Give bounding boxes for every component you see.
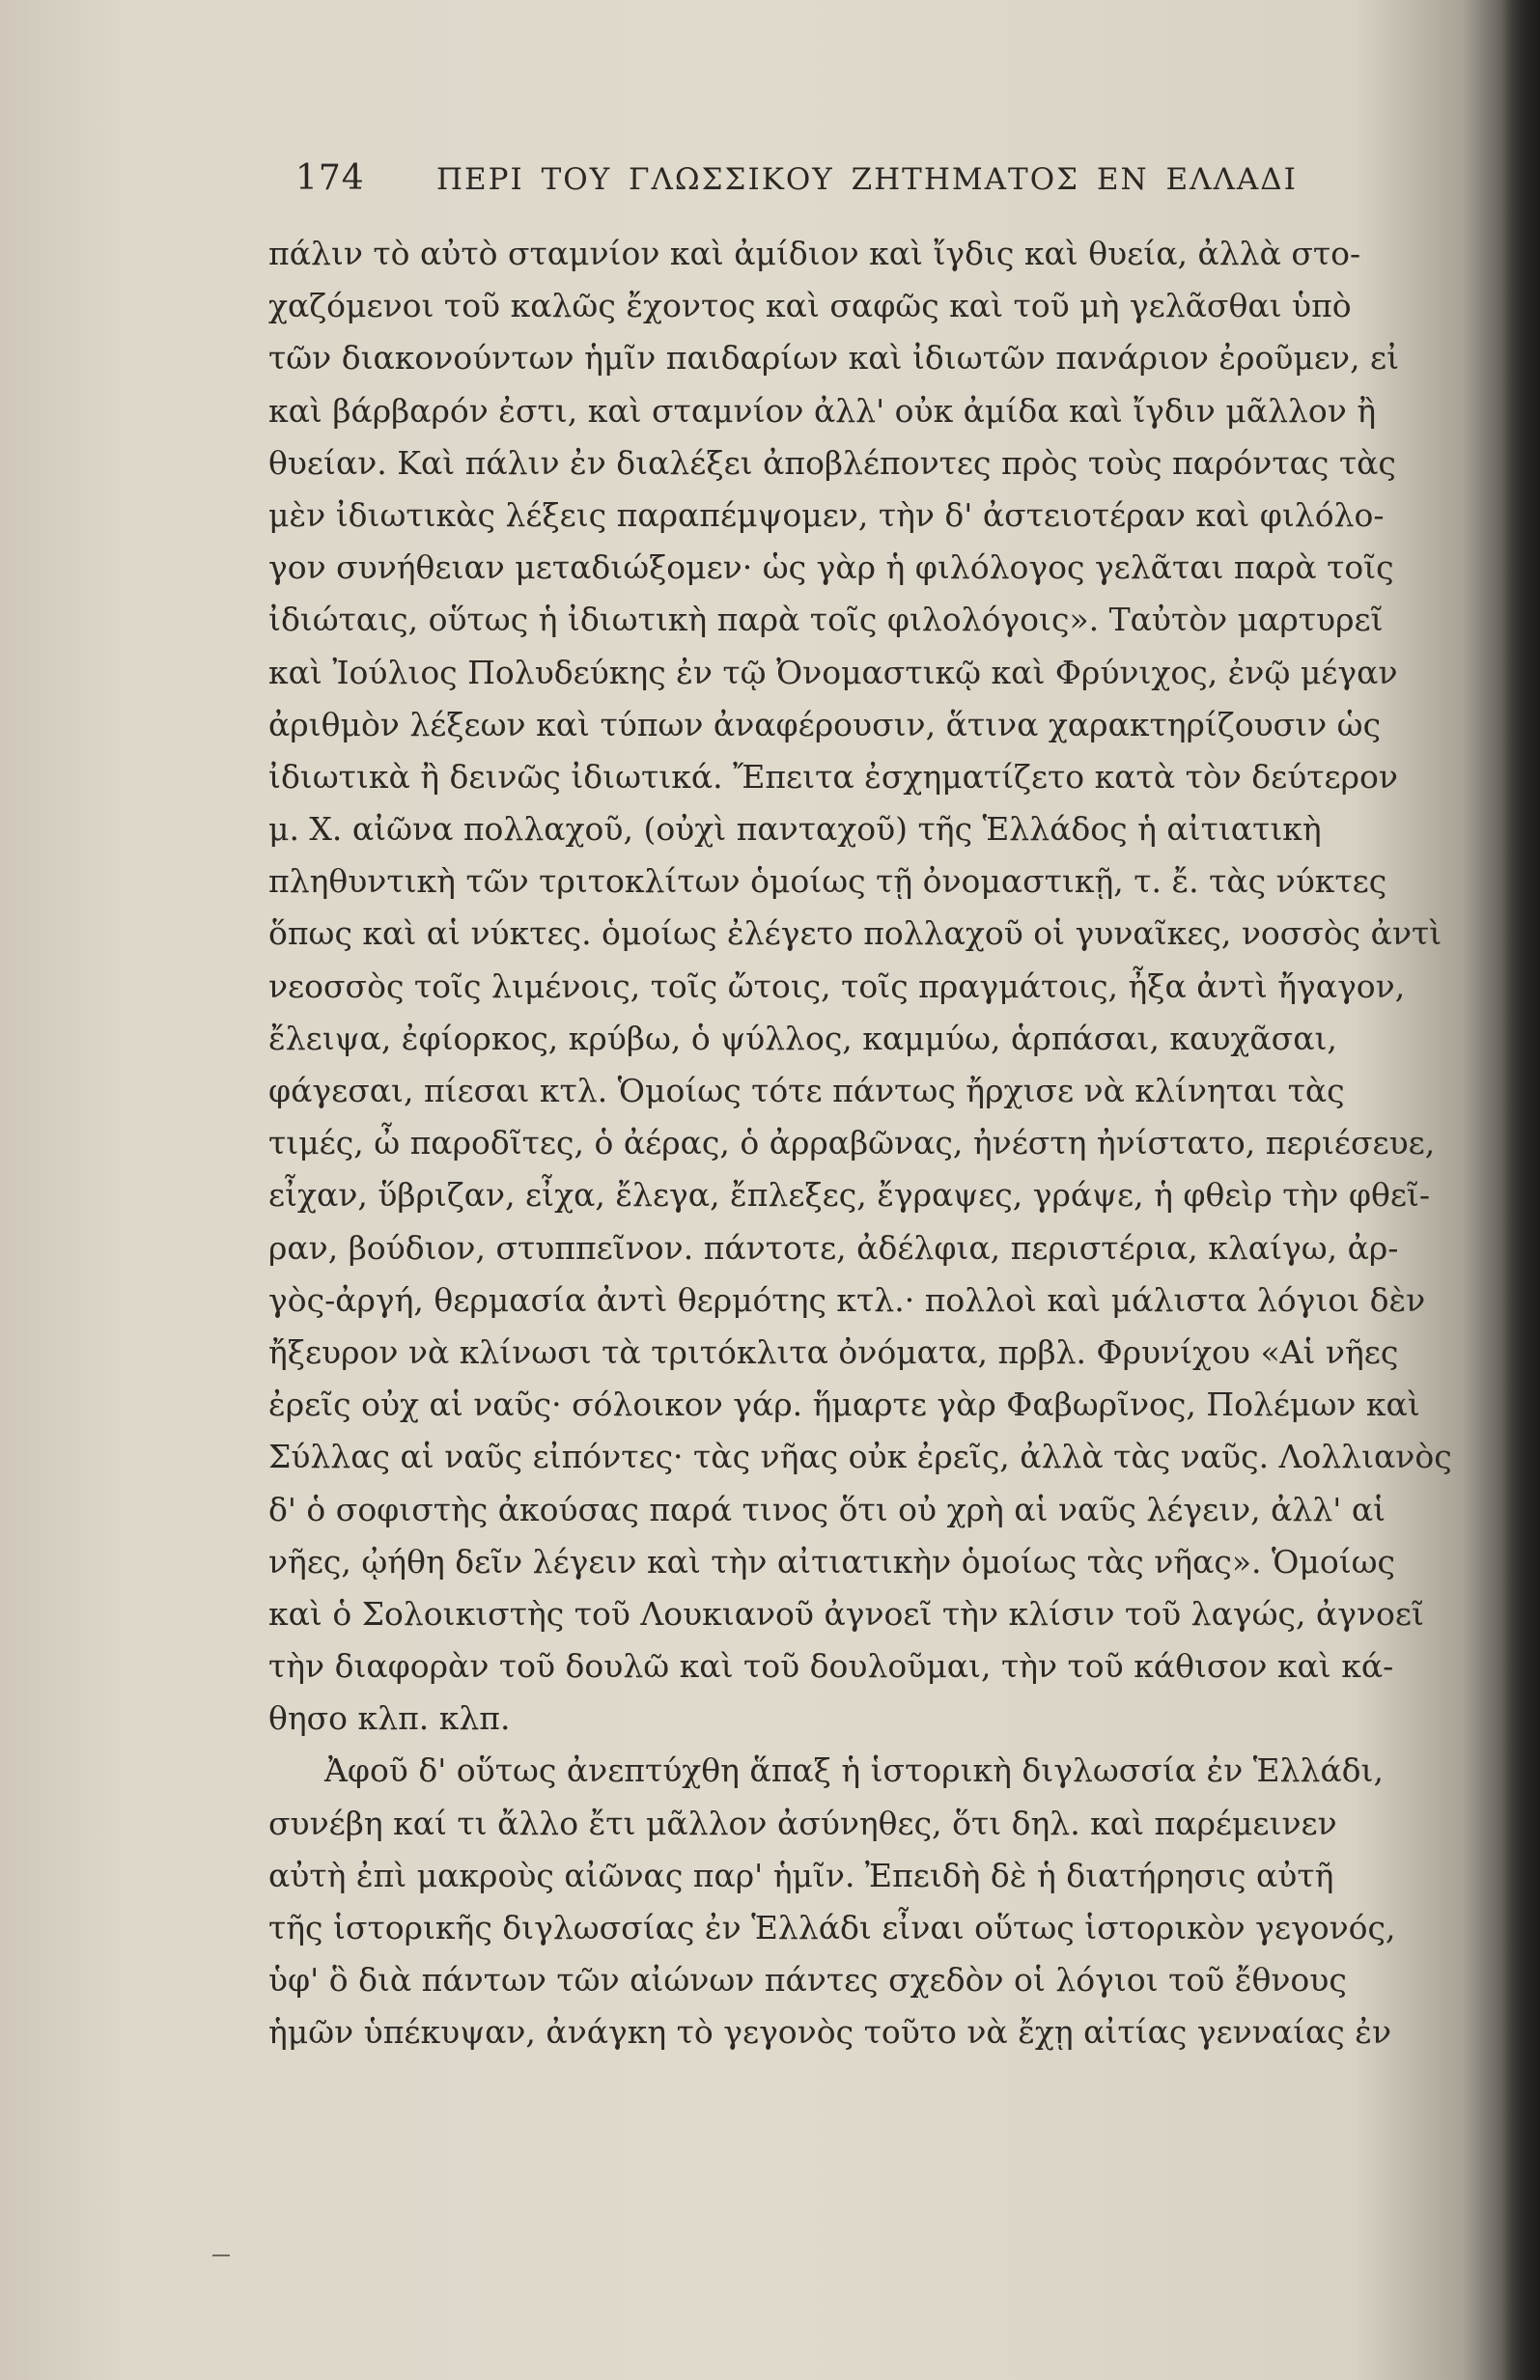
text-line: καὶ Ἰούλιος Πολυδεύκης ἐν τῷ Ὀνομαστικῷ καὶ Φρύνιχος, ἐνῷ μέγαν (268, 653, 1398, 691)
text-line: ἀριθμὸν λέξεων καὶ τύπων ἀναφέρουσιν, ἅτινα χαρακτηρίζουσιν ὡς (268, 705, 1382, 743)
text-line: ἔλειψα, ἐφίορκος, κρύβω, ὁ ψύλλος, καμμύω, ἁρπάσαι, καυχᾶσαι, (268, 1019, 1337, 1057)
text-line: φάγεσαι, πίεσαι κτλ. Ὁμοίως τότε πάντως ἤρχισε νὰ κλίνηται τὰς (268, 1072, 1345, 1109)
text-line: Σύλλας αἱ ναῦς εἰπόντες· τὰς νῆας οὐκ ἐρεῖς, ἀλλὰ τὰς ναῦς. Λολλιανὸς (268, 1438, 1452, 1476)
text-line: ὑφ' ὃ διὰ πάντων τῶν αἰώνων πάντες σχεδὸν οἱ λόγιοι τοῦ ἔθνους (268, 1961, 1347, 2000)
text-line: ἰδιώταις, οὕτως ἡ ἰδιωτικὴ παρὰ τοῖς φιλολόγοις». Ταὐτὸν μαρτυρεῖ (268, 601, 1384, 639)
text-line: χαζόμενοι τοῦ καλῶς ἔχοντος καὶ σαφῶς καὶ τοῦ μὴ γελᾶσθαι ὑπὸ (268, 287, 1352, 325)
text-line: δ' ὁ σοφιστὴς ἀκούσας παρά τινος ὅτι οὐ χρὴ αἱ ναῦς λέγειν, ἀλλ' αἱ (268, 1490, 1386, 1528)
paragraph-start-line: Ἀφοῦ δ' οὕτως ἀνεπτύχθη ἅπαξ ἡ ἱστορικὴ διγλωσσία ἐν Ἑλλάδι, (324, 1751, 1384, 1790)
text-line: καὶ ὁ Σολοικιστὴς τοῦ Λουκιανοῦ ἀγνοεῖ τὴν κλίσιν τοῦ λαγώς, ἀγνοεῖ (268, 1594, 1424, 1633)
text-line: τῆς ἱστορικῆς διγλωσσίας ἐν Ἑλλάδι εἶναι οὕτως ἱστορικὸν γεγονός, (268, 1909, 1396, 1946)
text-line: ἤξευρον νὰ κλίνωσι τὰ τριτόκλιτα ὀνόματα, πρβλ. Φρυνίχου «Αἱ νῆες (268, 1332, 1399, 1371)
page-header (261, 153, 1458, 210)
book-page (261, 153, 1458, 2059)
text-line: ἡμῶν ὑπέκυψαν, ἀνάγκη τὸ γεγονὸς τοῦτο νὰ ἔχῃ αἰτίας γενναίας ἐν (268, 2013, 1392, 2052)
running-head: ΠΕΡΙ ΤΟΥ ΓΛΩΣΣΙΚΟΥ ΖΗΤΗΜΑΤΟΣ ΕΝ ΕΛΛΑΔΙ (436, 162, 1298, 197)
text-line: ἰδιωτικὰ ἢ δεινῶς ἰδιωτικά. Ἔπειτα ἐσχηματίζετο κατὰ τὸν δεύτερον (268, 757, 1398, 796)
text-line: εἶχαν, ὕβριζαν, εἶχα, ἔλεγα, ἔπλεξες, ἔγραψες, γράψε, ἡ φθεὶρ τὴν φθεῖ- (268, 1176, 1431, 1215)
text-line: ἐρεῖς οὐχ αἱ ναῦς· σόλοικον γάρ. ἥμαρτε γὰρ Φαβωρῖνος, Πολέμων καὶ (268, 1386, 1420, 1424)
margin-mark (212, 2254, 230, 2256)
text-line: ὅπως καὶ αἱ νύκτες. ὁμοίως ἐλέγετο πολλαχοῦ οἱ γυναῖκες, νοσσὸς ἀντὶ (268, 914, 1442, 953)
text-line: νεοσσὸς τοῖς λιμένοις, τοῖς ὤτοις, τοῖς πραγμάτοις, ἦξα ἀντὶ ἤγαγον, (268, 966, 1406, 1005)
text-line: νῆες, ᾠήθη δεῖν λέγειν καὶ τὴν αἰτιατικὴν ὁμοίως τὰς νῆας». Ὁμοίως (268, 1542, 1396, 1581)
text-line: τὴν διαφορὰν τοῦ δουλῶ καὶ τοῦ δουλοῦμαι, τὴν τοῦ κάθισον καὶ κά- (268, 1647, 1394, 1686)
text-line: συνέβη καί τι ἄλλο ἔτι μᾶλλον ἀσύνηθες, ὅτι δηλ. καὶ παρέμεινεν (268, 1804, 1337, 1842)
text-line: τῶν διακονούντων ἡμῖν παιδαρίων καὶ ἰδιωτῶν πανάριον ἐροῦμεν, εἰ (268, 339, 1400, 378)
body-text (261, 228, 1458, 2059)
text-line: αὐτὴ ἐπὶ μακροὺς αἰῶνας παρ' ἡμῖν. Ἐπειδὴ δὲ ἡ διατήρησις αὐτῆ (268, 1856, 1334, 1894)
text-line: πάλιν τὸ αὐτὸ σταμνίον καὶ ἀμίδιον καὶ ἴγδις καὶ θυεία, ἀλλὰ στο- (268, 235, 1361, 272)
text-line: γον συνήθειαν μεταδιώξομεν· ὡς γὰρ ἡ φιλόλογος γελᾶται παρὰ τοῖς (268, 548, 1394, 587)
page-number: 174 (295, 158, 365, 198)
text-line: μ. Χ. αἰῶνα πολλαχοῦ, (οὐχὶ πανταχοῦ) τῆς Ἑλλάδος ἡ αἰτιατικὴ (268, 810, 1322, 849)
text-line: θησο κλπ. κλπ. (268, 1699, 511, 1738)
book-spine-shadow (1501, 0, 1540, 2380)
text-line: πληθυντικὴ τῶν τριτοκλίτων ὁμοίως τῇ ὀνομαστικῇ, τ. ἔ. τὰς νύκτες (268, 862, 1387, 901)
text-line: θυείαν. Καὶ πάλιν ἐν διαλέξει ἀποβλέποντες πρὸς τοὺς παρόντας τὰς (268, 443, 1396, 482)
text-line: γὸς-ἀργή, θερμασία ἀντὶ θερμότης κτλ.· πολλοὶ καὶ μάλιστα λόγιοι δὲν (268, 1280, 1426, 1319)
text-line: μὲν ἰδιωτικὰς λέξεις παραπέμψομεν, τὴν δ' ἀστειοτέραν καὶ φιλόλο- (268, 495, 1385, 534)
text-line: ραν, βούδιον, στυππεῖνον. πάντοτε, ἀδέλφια, περιστέρια, κλαίγω, ἀρ- (268, 1228, 1399, 1267)
text-line: καὶ βάρβαρόν ἐστι, καὶ σταμνίον ἀλλ' οὐκ ἀμίδα καὶ ἴγδιν μᾶλλον ἢ (268, 391, 1377, 430)
text-line: τιμές, ὦ παροδῖτες, ὁ ἀέρας, ὁ ἀρραβῶνας, ἠνέστη ἠνίστατο, περιέσευε, (268, 1124, 1436, 1162)
